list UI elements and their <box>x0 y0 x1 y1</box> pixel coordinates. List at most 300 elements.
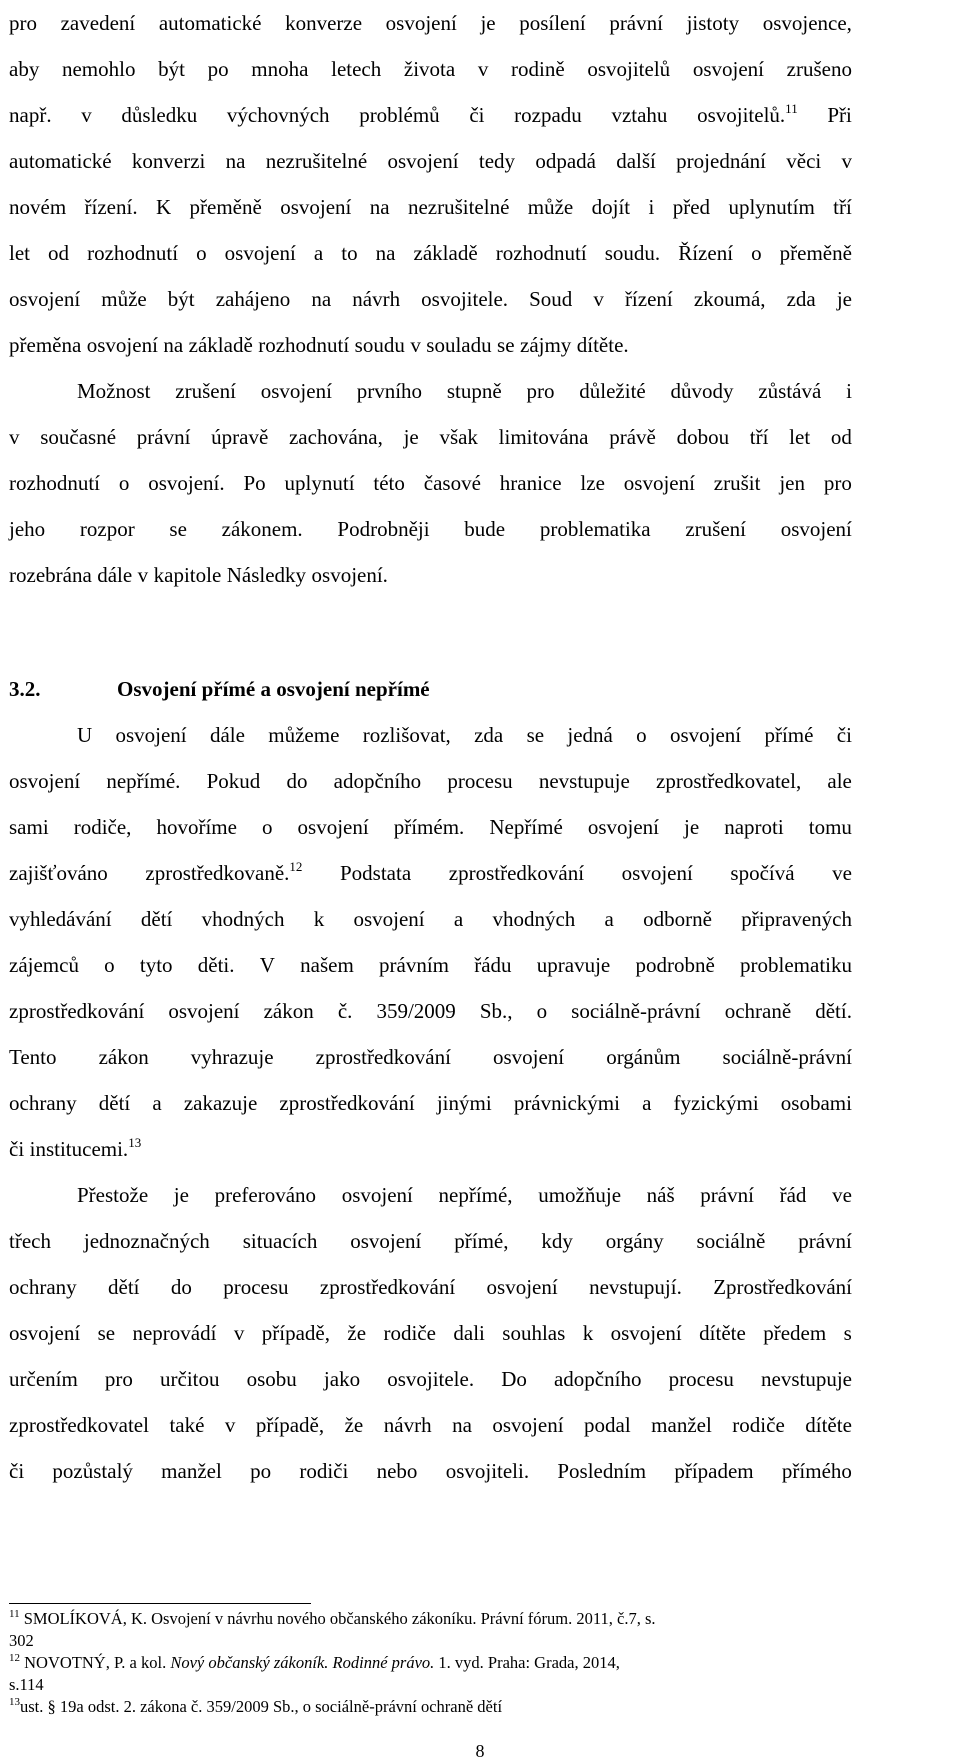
word: zprostředkování <box>279 1091 415 1115</box>
word: Po <box>243 471 266 495</box>
word: přeměně <box>779 241 852 265</box>
word: osvojení <box>492 1413 564 1437</box>
word: automatické <box>158 11 262 35</box>
text-line <box>9 896 852 942</box>
footnote-text: NOVOTNÝ, P. a kol. <box>24 1653 167 1672</box>
word: rodiče <box>383 1321 436 1345</box>
word: zájemců <box>9 953 79 977</box>
text-line <box>9 506 852 552</box>
word: určitou <box>160 1367 220 1391</box>
word: se <box>169 517 187 541</box>
word: pro <box>526 379 555 403</box>
text-line <box>9 368 852 414</box>
word: zakazuje <box>183 1091 258 1115</box>
text-line <box>9 414 852 460</box>
word: právě <box>609 425 656 449</box>
word: náš <box>646 1183 675 1207</box>
word: osvojení <box>350 1229 422 1253</box>
word: Přestože <box>77 1183 149 1207</box>
word: že <box>347 1321 367 1345</box>
word: prvního <box>356 379 423 403</box>
page-number: 8 <box>475 1741 485 1761</box>
word: osvojení <box>623 471 695 495</box>
word: Podrobněji <box>337 517 430 541</box>
text-line <box>9 942 852 988</box>
word: podrobně <box>635 953 715 977</box>
word: v <box>9 425 20 449</box>
word: orgánům <box>606 1045 681 1069</box>
footnotes <box>9 1608 852 1718</box>
word: preferováno <box>214 1183 317 1207</box>
word: limitována <box>498 425 589 449</box>
word: novém <box>9 195 67 219</box>
footnote-text: ust. § 19a odst. 2. zákona č. 359/2009 Sb., o sociálně-právní ochraně dětí <box>20 1697 503 1716</box>
word: osvojení <box>297 815 369 839</box>
word: osobami <box>780 1091 852 1115</box>
word: zrušit <box>713 471 761 495</box>
word: právnickými <box>513 1091 620 1115</box>
word: také <box>169 1413 205 1437</box>
word: v <box>410 333 421 357</box>
word: v <box>593 287 604 311</box>
word: zkoumá, <box>693 287 766 311</box>
word: rodiče <box>732 1413 785 1437</box>
word: zákon <box>263 999 314 1023</box>
word: tedy <box>478 149 516 173</box>
word: se <box>97 1321 116 1345</box>
text-line <box>9 0 852 46</box>
word: neprovádí <box>132 1321 217 1345</box>
word: osvojitele. <box>387 1367 475 1391</box>
word: zprostředkování <box>319 1275 456 1299</box>
word: uplynutím <box>728 195 815 219</box>
word: osvojení <box>115 723 187 747</box>
word: ve <box>832 1183 852 1207</box>
word: osvojitelů <box>587 57 671 81</box>
word: osvojení <box>280 195 352 219</box>
text-line <box>9 460 852 506</box>
word: vyhledávání <box>9 907 112 931</box>
word: je <box>480 11 496 35</box>
word: v <box>224 1413 236 1437</box>
word: manžel <box>651 1413 712 1437</box>
word: zrušeno <box>786 57 852 81</box>
text-line <box>9 276 852 322</box>
text-line <box>9 1172 852 1218</box>
word: být <box>167 287 195 311</box>
text-line <box>9 1402 852 1448</box>
word: osobu <box>246 1367 297 1391</box>
word: ale <box>827 769 852 793</box>
word: případem <box>674 1459 754 1483</box>
word: ve <box>832 861 852 885</box>
word: může <box>101 287 147 311</box>
word: jistoty <box>686 11 740 35</box>
word: zprostředkování <box>9 999 145 1023</box>
word: na <box>311 287 332 311</box>
footnote-11-cont <box>9 1630 852 1652</box>
word: před <box>672 195 711 219</box>
word: procesu <box>223 1275 289 1299</box>
word: že <box>344 1413 364 1437</box>
word: rozpor <box>79 517 135 541</box>
word: a <box>152 1091 162 1115</box>
word: tomu <box>808 815 852 839</box>
word: kdy <box>541 1229 573 1253</box>
word: právní <box>700 1183 754 1207</box>
word: od <box>48 241 70 265</box>
text-line <box>9 184 852 230</box>
word: odborně <box>643 907 712 931</box>
text-line <box>9 1034 852 1080</box>
word: upravuje <box>536 953 611 977</box>
word: důsledku <box>121 103 198 127</box>
word: uplynutí <box>284 471 355 495</box>
word: řád <box>779 1183 807 1207</box>
word: být <box>158 57 185 81</box>
word: dále <box>97 563 133 587</box>
text-line <box>9 1356 852 1402</box>
word: důležité <box>579 379 646 403</box>
word: rozhodnutí <box>9 471 100 495</box>
word: či <box>469 103 485 127</box>
word: k <box>313 907 325 931</box>
word: přímé, <box>454 1229 509 1253</box>
word: zda <box>474 723 504 747</box>
word: lze <box>580 471 605 495</box>
word: dítěte <box>699 1321 746 1345</box>
word: osvojení <box>587 815 660 839</box>
word: nebo <box>376 1459 418 1483</box>
word: zda <box>786 287 816 311</box>
word: zprostředkování <box>448 861 585 885</box>
word: rodině <box>511 57 565 81</box>
word: nevstupuje <box>761 1367 852 1391</box>
word: připravených <box>741 907 852 931</box>
word: osvojení <box>669 723 742 747</box>
word: rozpadu <box>514 103 582 127</box>
word: o <box>196 241 207 265</box>
text-line <box>9 322 852 368</box>
word: i <box>846 379 852 403</box>
footnote-marker: 12 <box>9 1652 20 1664</box>
word: spočívá <box>730 861 795 885</box>
word: na <box>225 149 246 173</box>
text-line <box>9 1264 852 1310</box>
word: posílení <box>519 11 586 35</box>
footnote-reference: 12 <box>289 859 303 874</box>
word: rozhodnutí <box>87 241 179 265</box>
word: osvojení <box>387 149 459 173</box>
footnote-separator <box>9 1603 311 1604</box>
word: zprostředkovatel <box>9 1413 149 1437</box>
word: či <box>9 1137 25 1161</box>
word: do <box>170 1275 192 1299</box>
text-line <box>9 988 852 1034</box>
word: osvojení <box>9 1321 81 1345</box>
word: úpravě <box>211 425 269 449</box>
footnote-reference: 11 <box>785 101 798 116</box>
word: souhlas <box>502 1321 566 1345</box>
word: soudu. <box>604 241 661 265</box>
word: orgány <box>605 1229 664 1253</box>
word: nepřímé, <box>438 1183 513 1207</box>
word: 359/2009 <box>376 999 456 1023</box>
word: pro <box>9 11 37 35</box>
word: do <box>286 769 308 793</box>
word: sociálně-právní <box>722 1045 852 1069</box>
word: právní <box>609 11 663 35</box>
word: přímé <box>764 723 814 747</box>
word: může <box>527 195 574 219</box>
text-line <box>9 1080 852 1126</box>
word: v <box>233 1321 245 1345</box>
word: se <box>497 333 515 357</box>
word: právním <box>379 953 449 977</box>
word: osvojení <box>260 379 332 403</box>
word: nevstupuje <box>538 769 630 793</box>
word: sami <box>9 815 49 839</box>
word: dobou <box>676 425 730 449</box>
word: základě <box>188 333 253 357</box>
word: osvojení <box>224 241 296 265</box>
word: řádu <box>474 953 512 977</box>
word: hovoříme <box>156 815 237 839</box>
word: osvojení <box>86 333 158 357</box>
footnote-text: SMOLÍKOVÁ, K. Osvojení v návrhu nového občanského zákoníku. Právní fórum. 2011, č.7, s. <box>23 1609 656 1628</box>
footnote-title: Nový občanský zákoník. Rodinné právo. <box>170 1653 435 1672</box>
word: určením <box>9 1367 78 1391</box>
word: jednoznačných <box>83 1229 210 1253</box>
word: osvojení <box>780 517 852 541</box>
word: naproti <box>724 815 784 839</box>
word: mnoha <box>251 57 309 81</box>
word: přímém. <box>393 815 465 839</box>
word: Sb., <box>479 999 513 1023</box>
word: od <box>830 425 852 449</box>
text-line <box>9 1448 852 1494</box>
word: K <box>155 195 172 219</box>
word: děti. <box>197 953 235 977</box>
word: zajišťováno <box>9 861 108 885</box>
word: jedná <box>567 723 613 747</box>
word: na <box>163 333 184 357</box>
word: dětí <box>108 1275 140 1299</box>
word: Nepřímé <box>489 815 563 839</box>
word: případě, <box>255 1413 325 1437</box>
word: osvojitelů.$^{11}$ <box>697 101 798 127</box>
text-line <box>9 92 852 138</box>
word: zprostředkovatel, <box>656 769 802 793</box>
word: je <box>173 1183 189 1207</box>
word: Následky <box>226 563 307 587</box>
word: Do <box>501 1367 527 1391</box>
word: či <box>836 723 852 747</box>
word: ochrany <box>9 1275 77 1299</box>
word: Soud <box>529 287 573 311</box>
word: manžel <box>161 1459 222 1483</box>
word: Podstata <box>340 861 412 885</box>
word: věci <box>786 149 822 173</box>
word: případě, <box>261 1321 331 1345</box>
word: a <box>642 1091 652 1115</box>
word: rozhodnutí <box>258 333 350 357</box>
word: osvojení <box>492 1045 565 1069</box>
word: jeho <box>9 517 46 541</box>
text-line <box>9 850 852 896</box>
word: Při <box>827 103 852 127</box>
word: v <box>81 103 92 127</box>
word: časové <box>423 471 481 495</box>
word: to <box>341 241 358 265</box>
word: osvojení <box>341 1183 413 1207</box>
word: s <box>843 1321 852 1345</box>
word: adopčního <box>333 769 422 793</box>
text-line <box>9 1126 852 1172</box>
word: osvojení <box>621 861 693 885</box>
word: řízení. <box>84 195 138 219</box>
word: zájmy <box>520 333 572 357</box>
word: přeměně <box>189 195 262 219</box>
word: však <box>439 425 478 449</box>
word: situacích <box>242 1229 318 1253</box>
word: vhodných <box>201 907 285 931</box>
word: na <box>369 195 390 219</box>
word: vztahu <box>611 103 668 127</box>
word: souladu <box>426 333 492 357</box>
word: a <box>453 907 464 931</box>
word: procesu <box>447 769 513 793</box>
section-title: Osvojení přímé a osvojení nepřímé <box>117 677 430 701</box>
word: automatické <box>9 149 112 173</box>
word: umožňuje <box>538 1183 622 1207</box>
word: a <box>313 241 324 265</box>
word: základě <box>413 241 478 265</box>
word: ochraně <box>724 999 792 1023</box>
word: procesu <box>668 1367 734 1391</box>
footnote-reference: 13 <box>128 1135 142 1150</box>
word: Možnost <box>77 379 151 403</box>
footnote-marker: 11 <box>9 1608 20 1620</box>
word: jako <box>323 1367 361 1391</box>
word: zrušení <box>685 517 746 541</box>
word: je <box>836 287 852 311</box>
footnote-marker: 13 <box>9 1696 20 1708</box>
word: problematika <box>539 517 651 541</box>
word: konverze <box>285 11 363 35</box>
text-line <box>9 552 852 598</box>
footnote-12 <box>9 1652 852 1674</box>
word: osvojence, <box>762 11 852 35</box>
word: o <box>104 953 115 977</box>
word: rozhodnutí <box>495 241 587 265</box>
word: našem <box>300 953 354 977</box>
word: Posledním <box>557 1459 647 1483</box>
word: letech <box>331 57 382 81</box>
word: předem <box>763 1321 827 1345</box>
word: řízení <box>624 287 673 311</box>
word: návrh <box>352 287 401 311</box>
footnote-text: 1. vyd. Praha: Grada, 2014, <box>438 1653 620 1672</box>
word: o <box>118 471 130 495</box>
word: o <box>261 815 273 839</box>
word: V <box>259 953 275 977</box>
word: konverzi <box>131 149 206 173</box>
word: dětí <box>140 907 173 931</box>
word: této <box>373 471 405 495</box>
word: osvojení <box>610 1321 682 1345</box>
text-line <box>9 138 852 184</box>
word: osvojení <box>486 1275 558 1299</box>
word: aby <box>9 57 40 81</box>
word: podal <box>584 1413 631 1437</box>
word: bude <box>464 517 506 541</box>
word: osvojení <box>385 11 457 35</box>
word: rozlišovat, <box>362 723 451 747</box>
text-line <box>9 804 852 850</box>
word: kapitole <box>153 563 222 587</box>
word: projednání <box>676 149 766 173</box>
word: o <box>536 999 548 1023</box>
word: pro <box>104 1367 133 1391</box>
word: současné <box>40 425 117 449</box>
word: zprostředkování <box>315 1045 451 1069</box>
word: osvojení <box>168 999 240 1023</box>
word: v <box>137 563 149 587</box>
footnote-13 <box>9 1696 852 1718</box>
word: je <box>403 425 419 449</box>
word: tří <box>749 425 769 449</box>
word: života <box>403 57 456 81</box>
word: zůstává <box>758 379 822 403</box>
word: Pokud <box>206 769 261 793</box>
word: k <box>582 1321 594 1345</box>
word: problémů <box>359 103 440 127</box>
word: osvojení <box>353 907 425 931</box>
word: právní <box>136 425 191 449</box>
footnote-12-cont <box>9 1674 852 1696</box>
text-line <box>9 758 852 804</box>
word: důvody <box>670 379 734 403</box>
word: zahájeno <box>215 287 291 311</box>
text-line <box>9 1310 852 1356</box>
word: Zprostředkování <box>713 1275 852 1299</box>
word: rozebrána <box>9 563 92 587</box>
word: po <box>207 57 229 81</box>
word: o <box>636 723 647 747</box>
word: zrušení <box>175 379 236 403</box>
word: třech <box>9 1229 51 1253</box>
section-heading <box>9 666 430 712</box>
word: dítěte <box>805 1413 852 1437</box>
footnote-11 <box>9 1608 852 1630</box>
word: nemohlo <box>61 57 136 81</box>
word: je <box>684 815 700 839</box>
word: i <box>648 195 655 219</box>
word: osvojení <box>9 769 81 793</box>
word: č. <box>337 999 353 1023</box>
word: pro <box>823 471 852 495</box>
word: zprostředkovaně.$^{12}$ <box>145 859 303 885</box>
word: stupně <box>446 379 502 403</box>
word: dali <box>453 1321 485 1345</box>
word: pozůstalý <box>52 1459 133 1483</box>
word: U <box>77 723 93 747</box>
word: osvojení. <box>311 563 388 587</box>
word: osvojiteli. <box>445 1459 530 1483</box>
word: nezrušitelné <box>407 195 510 219</box>
word: dětí <box>98 1091 131 1115</box>
